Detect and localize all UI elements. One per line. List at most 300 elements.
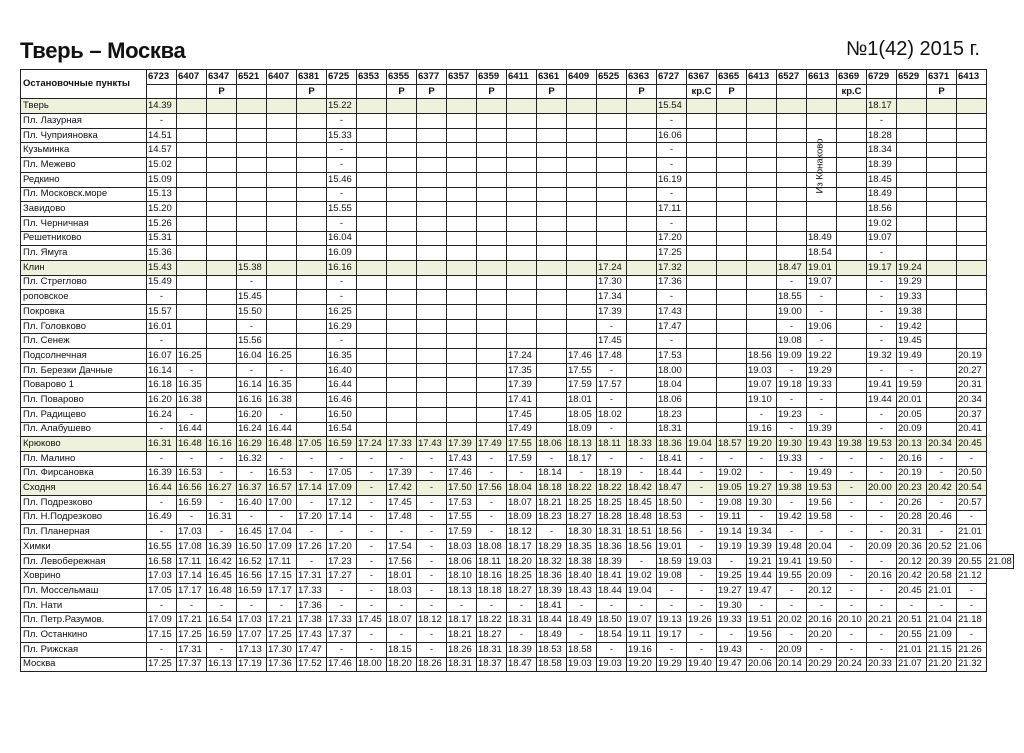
time-cell: 19.33	[717, 613, 747, 628]
time-cell: 18.00	[357, 657, 387, 672]
time-cell: 16.27	[207, 481, 237, 496]
train-mark	[327, 84, 357, 99]
time-cell: 16.44	[177, 422, 207, 437]
time-cell: 17.34	[597, 290, 627, 305]
time-cell	[777, 202, 807, 217]
time-cell	[687, 290, 717, 305]
time-cell: -	[657, 187, 687, 202]
time-cell	[957, 216, 987, 231]
train-mark	[507, 84, 537, 99]
time-cell	[897, 143, 927, 158]
time-cell	[297, 422, 327, 437]
time-cell	[747, 128, 777, 143]
time-cell: 17.53	[657, 349, 687, 364]
time-cell: -	[477, 451, 507, 466]
time-cell: -	[687, 642, 717, 657]
time-cell: 15.45	[237, 290, 267, 305]
time-cell	[297, 260, 327, 275]
time-cell	[837, 275, 867, 290]
time-cell: -	[867, 114, 897, 129]
time-cell: 19.22	[807, 349, 837, 364]
time-cell: 17.43	[657, 305, 687, 320]
time-cell: 17.32	[657, 260, 687, 275]
time-cell	[447, 128, 477, 143]
time-cell: -	[777, 584, 807, 599]
time-cell	[267, 334, 297, 349]
time-cell	[417, 334, 447, 349]
time-cell	[297, 349, 327, 364]
time-cell	[747, 202, 777, 217]
time-cell: 18.03	[387, 584, 417, 599]
time-cell: 18.49	[567, 613, 597, 628]
time-cell	[237, 99, 267, 114]
time-cell	[267, 260, 297, 275]
time-cell: 15.55	[327, 202, 357, 217]
time-cell	[177, 246, 207, 261]
time-cell: -	[957, 451, 987, 466]
time-cell	[777, 231, 807, 246]
time-cell: 19.51	[747, 613, 777, 628]
time-cell	[387, 231, 417, 246]
time-cell	[507, 290, 537, 305]
time-cell: -	[777, 319, 807, 334]
time-cell: -	[597, 451, 627, 466]
time-cell: 18.05	[567, 407, 597, 422]
time-cell	[627, 378, 657, 393]
time-cell: 16.04	[327, 231, 357, 246]
time-cell	[537, 349, 567, 364]
time-cell: 19.02	[627, 569, 657, 584]
time-cell	[297, 202, 327, 217]
time-cell	[687, 305, 717, 320]
time-cell: -	[867, 290, 897, 305]
time-cell	[927, 202, 957, 217]
time-cell	[207, 246, 237, 261]
time-cell: 16.48	[177, 437, 207, 452]
time-cell: 20.24	[837, 657, 867, 672]
time-cell	[267, 128, 297, 143]
time-cell: 19.17	[657, 628, 687, 643]
time-cell: -	[447, 598, 477, 613]
time-cell	[837, 143, 867, 158]
time-cell: -	[627, 451, 657, 466]
time-cell	[447, 202, 477, 217]
station-row	[21, 407, 1014, 422]
time-cell	[567, 246, 597, 261]
train-number: 6727	[657, 70, 687, 85]
time-cell	[927, 319, 957, 334]
time-cell	[297, 319, 327, 334]
station-row	[21, 481, 1014, 496]
time-cell: 19.25	[717, 569, 747, 584]
time-cell	[537, 334, 567, 349]
time-cell	[447, 187, 477, 202]
time-cell: 16.35	[327, 349, 357, 364]
time-cell: 20.45	[897, 584, 927, 599]
time-cell	[507, 231, 537, 246]
time-cell: 20.23	[897, 481, 927, 496]
time-cell: -	[267, 451, 297, 466]
time-cell: -	[747, 642, 777, 657]
train-mark: кр.С	[687, 84, 717, 99]
time-cell: -	[357, 510, 387, 525]
time-cell	[747, 246, 777, 261]
train-number: 6371	[927, 70, 957, 85]
time-cell	[927, 216, 957, 231]
time-cell	[267, 231, 297, 246]
time-cell	[297, 305, 327, 320]
time-cell	[837, 246, 867, 261]
time-cell: 16.25	[327, 305, 357, 320]
time-cell	[567, 290, 597, 305]
time-cell: -	[417, 451, 447, 466]
time-cell	[387, 378, 417, 393]
time-cell	[477, 216, 507, 231]
time-cell	[297, 158, 327, 173]
time-cell	[507, 114, 537, 129]
time-cell	[747, 172, 777, 187]
time-cell: 18.03	[447, 540, 477, 555]
time-cell: -	[297, 525, 327, 540]
time-cell: 18.01	[567, 393, 597, 408]
time-cell: 18.29	[537, 540, 567, 555]
time-cell	[447, 349, 477, 364]
time-cell	[717, 349, 747, 364]
time-cell	[537, 246, 567, 261]
time-cell: 17.47	[657, 319, 687, 334]
time-cell	[267, 305, 297, 320]
time-cell	[207, 202, 237, 217]
time-cell: -	[267, 598, 297, 613]
time-cell	[687, 114, 717, 129]
time-cell: 15.22	[327, 99, 357, 114]
time-cell	[177, 260, 207, 275]
time-cell	[957, 99, 987, 114]
time-cell: -	[777, 363, 807, 378]
timetable	[20, 69, 1014, 672]
time-cell	[747, 231, 777, 246]
time-cell	[777, 114, 807, 129]
time-cell	[447, 216, 477, 231]
time-cell: 18.49	[537, 628, 567, 643]
train-mark: Р	[477, 84, 507, 99]
time-cell: 19.01	[807, 260, 837, 275]
time-cell: 16.40	[327, 363, 357, 378]
time-cell: 19.58	[807, 510, 837, 525]
time-cell: 19.06	[807, 319, 837, 334]
time-cell: -	[867, 407, 897, 422]
time-cell	[237, 172, 267, 187]
time-cell	[717, 172, 747, 187]
time-cell	[627, 393, 657, 408]
time-cell	[297, 99, 327, 114]
time-cell	[627, 202, 657, 217]
time-cell	[687, 99, 717, 114]
time-cell: -	[267, 363, 297, 378]
time-cell: 18.12	[417, 613, 447, 628]
time-cell	[717, 305, 747, 320]
train-number: 6353	[357, 70, 387, 85]
time-cell: 18.55	[777, 290, 807, 305]
time-cell	[447, 158, 477, 173]
time-cell: 18.23	[657, 407, 687, 422]
time-cell	[897, 172, 927, 187]
train-mark: Р	[417, 84, 447, 99]
time-cell	[297, 407, 327, 422]
time-cell: 15.54	[657, 99, 687, 114]
time-cell	[417, 305, 447, 320]
time-cell: 20.52	[927, 540, 957, 555]
time-cell	[417, 216, 447, 231]
time-cell: -	[867, 305, 897, 320]
time-cell: 19.10	[747, 393, 777, 408]
time-cell: 16.09	[327, 246, 357, 261]
time-cell: 16.18	[147, 378, 177, 393]
station-row	[21, 143, 1014, 158]
time-cell: -	[867, 598, 897, 613]
time-cell: -	[177, 598, 207, 613]
train-number: 6413	[747, 70, 777, 85]
time-cell: 16.31	[147, 437, 177, 452]
time-cell: -	[867, 495, 897, 510]
station-row	[21, 598, 1014, 613]
time-cell: 19.01	[657, 540, 687, 555]
time-cell: 20.42	[927, 481, 957, 496]
time-cell: 17.25	[267, 628, 297, 643]
time-cell: -	[177, 363, 207, 378]
time-cell	[507, 260, 537, 275]
time-cell: 18.44	[537, 613, 567, 628]
time-cell: -	[777, 628, 807, 643]
station-row	[21, 290, 1014, 305]
time-cell: 16.56	[237, 569, 267, 584]
time-cell: 18.44	[657, 466, 687, 481]
station-name: Пл. Моссельмаш	[21, 584, 147, 599]
time-cell: 17.12	[327, 495, 357, 510]
time-cell	[957, 260, 987, 275]
time-cell	[777, 128, 807, 143]
time-cell: 17.36	[267, 657, 297, 672]
time-cell	[837, 290, 867, 305]
time-cell: 16.53	[267, 466, 297, 481]
time-cell	[597, 187, 627, 202]
time-cell: 17.03	[147, 569, 177, 584]
time-cell: 18.38	[567, 554, 597, 569]
time-cell	[207, 216, 237, 231]
time-cell	[237, 143, 267, 158]
time-cell: 18.16	[477, 569, 507, 584]
time-cell	[507, 99, 537, 114]
station-name: Ховрино	[21, 569, 147, 584]
time-cell: 19.47	[747, 584, 777, 599]
page-title: Тверь – Москва	[20, 38, 186, 63]
time-cell	[927, 231, 957, 246]
time-cell: -	[537, 451, 567, 466]
time-cell: 19.30	[747, 495, 777, 510]
time-cell: 17.09	[327, 481, 357, 496]
time-cell: 18.39	[507, 642, 537, 657]
time-cell	[747, 114, 777, 129]
time-cell: 16.25	[177, 349, 207, 364]
time-cell: 18.47	[657, 481, 687, 496]
time-cell	[897, 114, 927, 129]
time-cell: 17.56	[387, 554, 417, 569]
vertical-note	[808, 124, 831, 208]
time-cell: 18.06	[537, 437, 567, 452]
time-cell: 19.23	[777, 407, 807, 422]
time-cell	[477, 246, 507, 261]
time-cell: 17.33	[327, 613, 357, 628]
time-cell: 20.55	[957, 554, 987, 569]
time-cell	[207, 407, 237, 422]
time-cell: 19.11	[627, 628, 657, 643]
train-mark	[807, 84, 837, 99]
time-cell	[387, 393, 417, 408]
time-cell: 18.31	[477, 642, 507, 657]
time-cell: 19.07	[747, 378, 777, 393]
time-cell: 17.39	[447, 437, 477, 452]
time-cell: 18.06	[657, 393, 687, 408]
time-cell	[957, 202, 987, 217]
time-cell: -	[327, 290, 357, 305]
time-cell: -	[327, 598, 357, 613]
time-cell: -	[837, 495, 867, 510]
train-mark	[267, 84, 297, 99]
corner-label: Остановочные пункты	[21, 70, 147, 99]
time-cell	[567, 231, 597, 246]
time-cell	[747, 260, 777, 275]
time-cell: -	[657, 584, 687, 599]
time-cell: -	[357, 584, 387, 599]
time-cell: -	[357, 642, 387, 657]
time-cell: -	[417, 628, 447, 643]
time-cell	[477, 393, 507, 408]
time-cell: -	[327, 525, 357, 540]
time-cell	[927, 143, 957, 158]
time-cell	[297, 128, 327, 143]
time-cell: 18.01	[387, 569, 417, 584]
time-cell: 16.14	[237, 378, 267, 393]
time-cell: 17.54	[387, 540, 417, 555]
time-cell: 20.10	[837, 613, 867, 628]
time-cell	[897, 187, 927, 202]
time-cell: 15.36	[147, 246, 177, 261]
time-cell: -	[687, 495, 717, 510]
time-cell: 17.57	[597, 378, 627, 393]
time-cell	[417, 422, 447, 437]
time-cell: 20.55	[897, 628, 927, 643]
time-cell: 19.33	[807, 378, 837, 393]
time-cell: -	[597, 598, 627, 613]
time-cell	[957, 143, 987, 158]
time-cell: 19.39	[807, 422, 837, 437]
time-cell	[717, 319, 747, 334]
time-cell	[417, 187, 447, 202]
station-name: Покровка	[21, 305, 147, 320]
time-cell	[357, 393, 387, 408]
time-cell: 18.27	[567, 510, 597, 525]
station-row	[21, 187, 1014, 202]
time-cell	[627, 363, 657, 378]
time-cell	[777, 172, 807, 187]
time-cell: -	[807, 642, 837, 657]
time-cell: 17.30	[597, 275, 627, 290]
time-cell	[207, 363, 237, 378]
time-cell	[297, 246, 327, 261]
time-cell	[447, 422, 477, 437]
time-cell	[627, 99, 657, 114]
time-cell	[177, 202, 207, 217]
time-cell: -	[867, 451, 897, 466]
station-name: Пл. Ямуга	[21, 246, 147, 261]
time-cell: 16.52	[237, 554, 267, 569]
time-cell	[417, 158, 447, 173]
time-cell: -	[777, 598, 807, 613]
time-cell: 17.24	[597, 260, 627, 275]
time-cell: 19.48	[777, 540, 807, 555]
time-cell: 15.43	[147, 260, 177, 275]
time-cell: 18.17	[567, 451, 597, 466]
time-cell	[177, 216, 207, 231]
time-cell	[417, 246, 447, 261]
time-cell: -	[867, 642, 897, 657]
time-cell: -	[807, 525, 837, 540]
time-cell	[207, 349, 237, 364]
time-cell	[207, 305, 237, 320]
time-cell: 16.49	[147, 510, 177, 525]
time-cell: -	[927, 495, 957, 510]
train-mark: Р	[207, 84, 237, 99]
time-cell: 19.47	[717, 657, 747, 672]
time-cell	[777, 246, 807, 261]
station-row	[21, 319, 1014, 334]
time-cell	[717, 363, 747, 378]
time-cell: 18.40	[567, 569, 597, 584]
time-cell	[267, 172, 297, 187]
time-cell: 18.31	[657, 422, 687, 437]
time-cell: 17.24	[357, 437, 387, 452]
time-cell	[177, 143, 207, 158]
time-cell: 16.55	[147, 540, 177, 555]
time-cell: 16.59	[327, 437, 357, 452]
time-cell	[387, 99, 417, 114]
time-cell: -	[387, 525, 417, 540]
time-cell: -	[777, 422, 807, 437]
time-cell: -	[417, 540, 447, 555]
time-cell	[237, 231, 267, 246]
time-cell: -	[957, 598, 987, 613]
time-cell: 18.20	[507, 554, 537, 569]
time-cell	[357, 143, 387, 158]
time-cell: 20.54	[957, 481, 987, 496]
time-cell	[477, 202, 507, 217]
time-cell	[777, 187, 807, 202]
time-cell	[417, 407, 447, 422]
time-cell	[627, 407, 657, 422]
time-cell	[897, 246, 927, 261]
time-cell: 15.31	[147, 231, 177, 246]
time-cell: 19.17	[867, 260, 897, 275]
time-cell: 15.02	[147, 158, 177, 173]
time-cell	[477, 407, 507, 422]
station-row	[21, 628, 1014, 643]
time-cell	[447, 393, 477, 408]
time-cell	[957, 128, 987, 143]
station-row	[21, 657, 1014, 672]
time-cell: 18.56	[867, 202, 897, 217]
time-cell: 18.21	[537, 495, 567, 510]
time-cell: -	[237, 319, 267, 334]
